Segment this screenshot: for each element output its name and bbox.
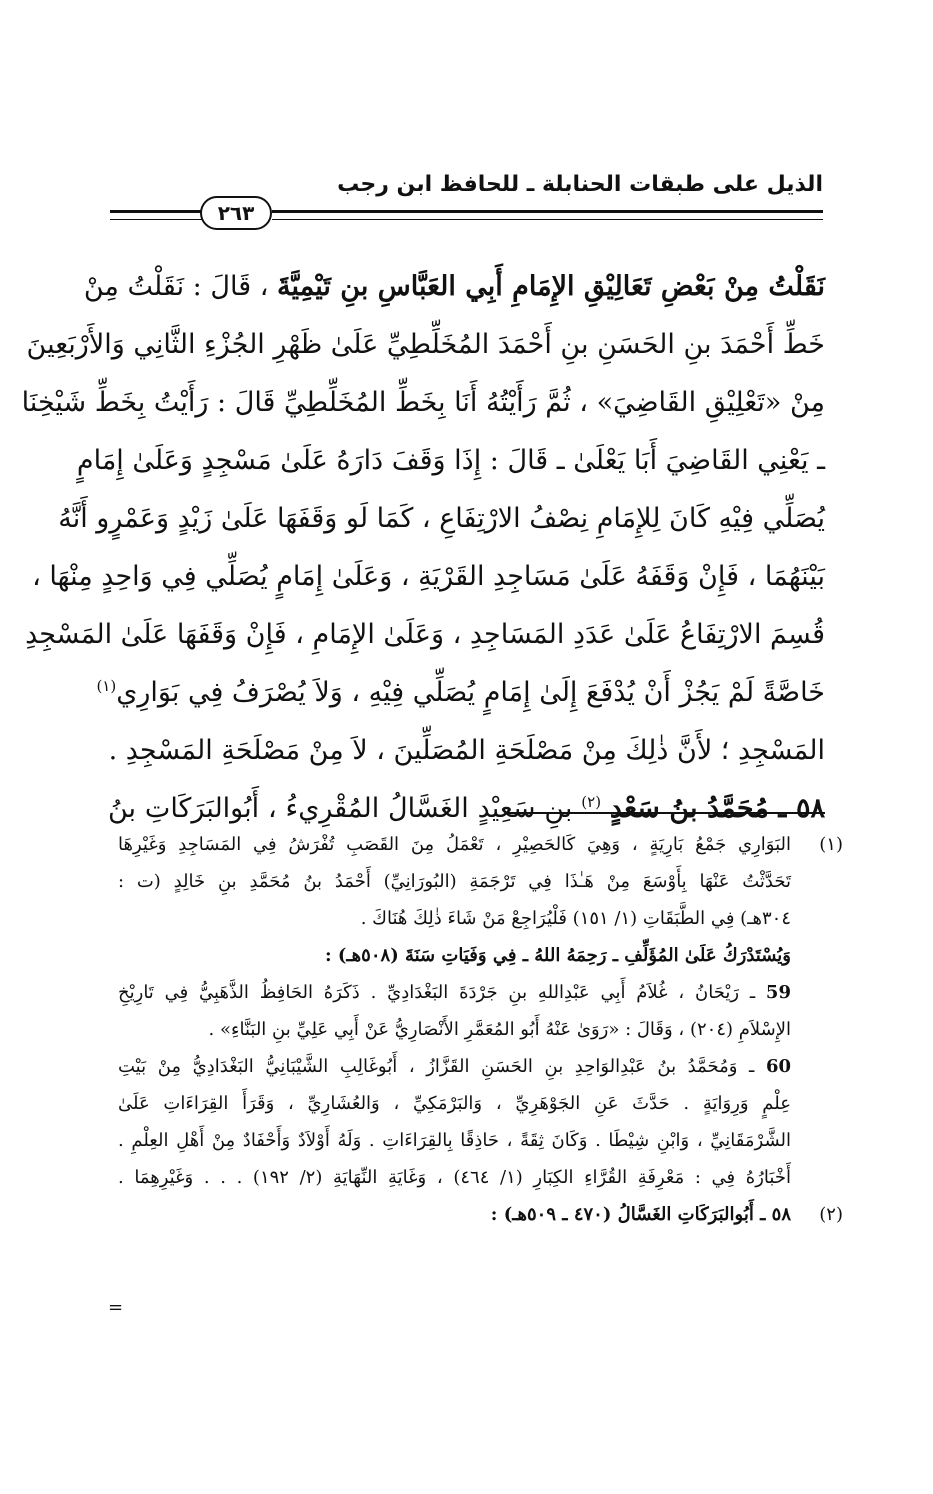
main-line-8-text: خَاصَّةً لَمْ يَجُزْ أَنْ يُدْفَعَ إِلَىٰ إِمَامٍ يُصَلِّي فِيْهِ ، وَلاَ يُصْرَفُ فِي بَوَارِي (116, 677, 825, 708)
footnotes-block (118, 826, 843, 1233)
main-line-2: خَطِّ أَحْمَدَ بنِ الحَسَنِ بنِ أَحْمَدَ المُخَلِّطِيِّ عَلَىٰ ظَهْرِ الجُزْءِ الثَّانِي وَالأَرْبَعِينَ (26, 329, 825, 360)
main-line-8 (96, 664, 825, 722)
main-line-6: بَيْنَهُمَا ، فَإِنْ وَقَفَهُ عَلَىٰ مَسَاجِدِ القَرْيَةِ ، وَعَلَىٰ إِمَامٍ يُصَلِّي فِي وَاحِدٍ مِنْهَا ، (32, 561, 825, 592)
footnote-separator (505, 812, 825, 814)
footnote-ref-2: (٢) (581, 793, 602, 811)
entry-60-text: ـ وَمُحَمَّدُ بنُ عَبْدِالوَاحِدِ بنِ الحَسَنِ القَزَّازُ ، أَبُوغَالِبِ الشَّيْبَانِيُّ البَغْدَادِيُّ مِنْ بَيْتِ (118, 1056, 755, 1077)
footnote-1-line-2: تَحَدَّثْتُ عَنْهَا بِأَوْسَعَ مِنْ هَـٰذَا فِي تَرْجَمَةِ (البُورَانِيِّ) أَحْمَدُ بنُ مُحَمَّدِ بنِ خَالِدٍ (ت : (118, 871, 791, 892)
footnote-1-line-1 (118, 826, 843, 863)
footnote-2-text-1: ٥٨ ـ أَبُوالبَرَكَاتِ الغَسَّالُ (٤٧٠ ـ ٥٠٩هـ) : (490, 1204, 791, 1225)
footnote-2-marker: (٢) (819, 1204, 843, 1225)
footnote-1-text-1: البَوَارِي جَمْعُ بَارِيَةٍ ، وَهِيَ كَالحَصِيْرِ ، تَعْمَلُ مِنَ القَصَبِ تُفْرَشُ فِي المَسَاجِدِ وَغَيْرِهَا (118, 834, 791, 855)
page-number: ٢٦٣ (200, 196, 272, 230)
main-line-9: المَسْجِدِ ؛ لأَنَّ ذٰلِكَ مِنْ مَصْلَحَةِ المُصَلِّينَ ، لاَ مِنْ مَصْلَحَةِ المَسْجِدِ . (108, 735, 825, 766)
footnote-1-line-5 (118, 974, 843, 1011)
footnote-2-line-1 (118, 1196, 843, 1233)
running-header-title: الذيل على طبقات الحنابلة ـ للحافظ ابن رجب (337, 172, 823, 197)
continuation-mark: = (108, 1297, 124, 1318)
footnote-ref-1: (١) (96, 677, 117, 695)
entry-59-number: 59 (765, 982, 791, 1003)
entry-58-rest: بنِ سَعِيْدٍ الغَسَّالُ المُقْرِيءُ ، أَبُوالبَرَكَاتِ بنُ (108, 793, 573, 824)
main-text-block (21, 258, 825, 838)
entry-60-number: 60 (765, 1056, 791, 1077)
main-line-7: قُسِمَ الارْتِفَاعُ عَلَىٰ عَدَدِ المَسَاجِدِ ، وَعَلَىٰ الإِمَامِ ، فَإِنْ وَقَفَهَا عَلَىٰ المَسْجِدِ (25, 619, 825, 650)
quote-source: نَقَلْتُ مِنْ بَعْضِ تَعَالِيْقِ الإِمَامِ أَبِي العَبَّاسِ بنِ تَيْمِيَّةَ (277, 271, 825, 302)
main-line-1-rest: ، قَالَ : نَقَلْتُ مِنْ (83, 271, 269, 302)
footnote-1-line-4: وَيُسْتَدْرَكُ عَلَىٰ المُؤَلِّفِ ـ رَحِمَهُ اللهُ ـ فِي وَفَيَاتِ سَنَةَ (٥٠٨هـ) : (324, 945, 791, 966)
main-line-3: مِنْ «تَعْلِيْقِ القَاضِيَ» ، ثُمَّ رَأَيْتُهُ أَنَا بِخَطِّ المُخَلِّطِيِّ قَالَ : رَأَيْتُ بِخَطِّ شَيْخِنَا (21, 387, 825, 418)
entry-58-name: ٥٨ ـ مُحَمَّدُ بنُ سَعْدٍ (609, 793, 825, 824)
main-line-1 (83, 258, 825, 316)
main-line-4: ـ يَعْنِي القَاضِيَ أَبَا يَعْلَىٰ ـ قَالَ : إِذَا وَقَفَ دَارَهُ عَلَىٰ مَسْجِدٍ وَعَلَىٰ إِمَامٍ (76, 445, 825, 476)
footnote-1-line-8: عِلْمٍ وَرِوَايَةٍ . حَدَّثَ عَنِ الجَوْهَرِيِّ ، وَالبَرْمَكِيِّ ، وَالعُشَارِيِّ ، وَقَرَأَ القِرَاءَاتِ عَلَىٰ (118, 1093, 791, 1114)
main-line-5: يُصَلِّي فِيْهِ كَانَ لِلإِمَامِ نِصْفُ الارْتِفَاعِ ، كَمَا لَو وَقَفَهَا عَلَىٰ زَيْدٍ وَعَمْرٍو أَنَّهُ (58, 503, 825, 534)
entry-59-text: ـ رَيْحَانُ ، غُلاَمُ أَبِي عَبْدِاللهِ بنِ جَرْدَةَ البَغْدَادِيِّ . ذَكَرَهُ الحَافِظُ الذَّهَبِيُّ فِي تَارِيْخِ (118, 982, 756, 1003)
header-rule-right (272, 210, 823, 220)
footnote-1-line-7 (118, 1048, 843, 1085)
footnote-1-line-6: الإِسْلاَمِ (٢٠٤) ، وَقَالَ : «رَوَىٰ عَنْهُ أَبُو المُعَمَّرِ الأَنْصَارِيُّ عَنْ أَبِي عَلِيِّ بنِ البَنَّاءِ» . (208, 1019, 791, 1040)
footnote-1-line-9: الشَّرْمَقَانِيِّ ، وَابْنِ شِيْطَا . وَكَانَ ثِقَةً ، حَاذِقًا بِالقِرَاءَاتِ . وَلَهُ أَوْلاَدٌ وَأَحْفَادٌ مِنْ أَهْلِ العِلْمِ . (118, 1130, 791, 1151)
footnote-1-line-3: ٣٠٤هـ) فِي الطَّبَقَاتِ (١/ ١٥١) فَلْيُرَاجِعْ مَنْ شَاءَ ذٰلِكَ هُنَاكَ . (360, 908, 791, 929)
footnote-1-marker: (١) (819, 834, 843, 855)
header-rule-left (110, 210, 202, 220)
footnote-1-line-10: أَخْبَارُهُ فِي : مَعْرِفَةِ القُرَّاءِ الكِبَارِ (١/ ٤٦٤) ، وَغَايَةِ النِّهَايَةِ (٢/ ١٩٢) . . . وَغَيْرِهِمَا . (118, 1167, 791, 1188)
